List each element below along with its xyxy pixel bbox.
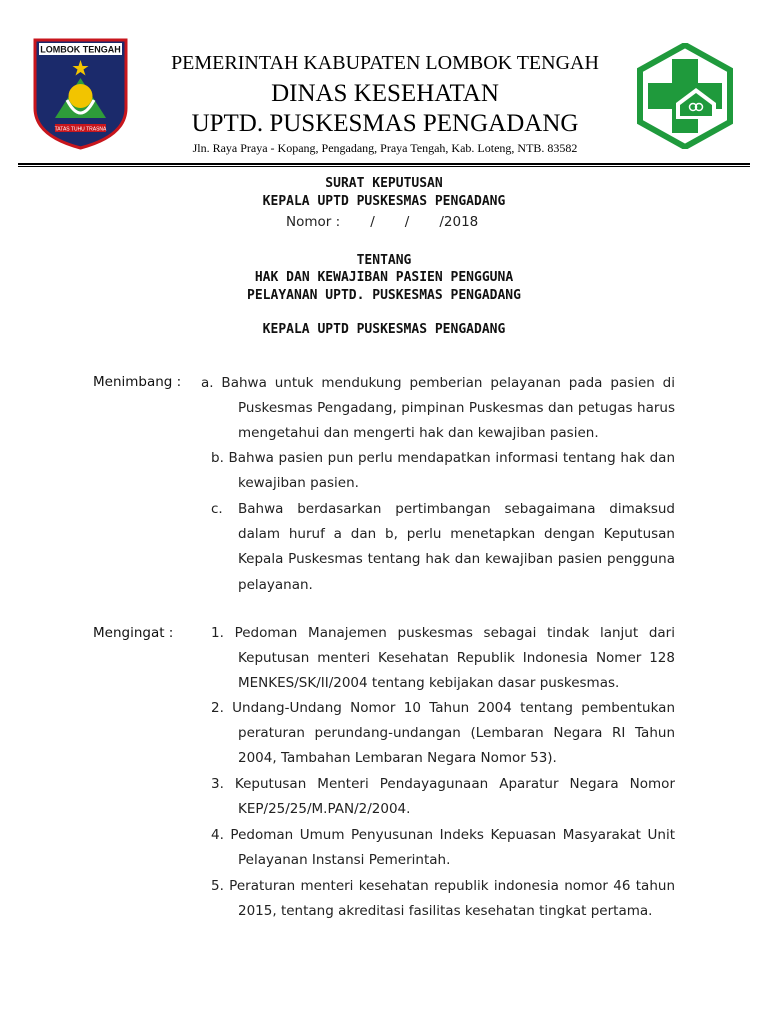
mengingat-line: MENKES/SK/II/2004 tentang kebijakan dasar puskesmas. xyxy=(238,675,620,691)
decree-number: Nomor : / / /2018 xyxy=(286,214,479,230)
header-divider-thin xyxy=(18,166,750,167)
mengingat-line: 3. Keputusan Menteri Pendayagunaan Aparatur Negara Nomor xyxy=(211,776,675,792)
menimbang-line: mengetahui dan mengerti hak dan kewajiban pasien. xyxy=(238,425,599,441)
mengingat-line: Keputusan menteri Kesehatan Republik Indonesia Nomer 128 xyxy=(238,650,675,666)
mengingat-line: 4. Pedoman Umum Penyusunan Indeks Kepuasan Masyarakat Unit xyxy=(211,827,675,843)
department-name: DINAS KESEHATAN xyxy=(271,80,499,107)
menimbang-line: b. Bahwa pasien pun perlu mendapatkan informasi tentang hak dan xyxy=(211,450,675,466)
lombok-tengah-emblem xyxy=(33,38,128,150)
menimbang-label: Menimbang : xyxy=(93,374,182,390)
mengingat-line: Pelayanan Instansi Pemerintah. xyxy=(238,852,451,868)
address: Jln. Raya Praya - Kopang, Pengadang, Praya Tengah, Kab. Loteng, NTB. 83582 xyxy=(192,141,578,155)
menimbang-line: kewajiban pasien. xyxy=(238,475,359,491)
menimbang-line: a. Bahwa untuk mendukung pemberian pelayanan pada pasien di xyxy=(201,375,675,391)
emblem-motto: TATAS TUHU TRASNA xyxy=(54,126,107,133)
menimbang-marker: c. xyxy=(211,501,223,517)
mengingat-line: 5. Peraturan menteri kesehatan republik indonesia nomor 46 tahun xyxy=(211,878,675,894)
emblem-caption: LOMBOK TENGAH xyxy=(40,44,121,55)
mengingat-line: 1. Pedoman Manajemen puskesmas sebagai tindak lanjut dari xyxy=(211,625,675,641)
menimbang-line: Puskesmas Pengadang, pimpinan Puskesmas dan petugas harus xyxy=(238,400,675,416)
tentang-heading: TENTANG xyxy=(356,253,412,268)
mengingat-label: Mengingat : xyxy=(93,625,174,641)
decree-issuer-title: KEPALA UPTD PUSKESMAS PENGADANG xyxy=(262,194,506,209)
menimbang-line: pelayanan. xyxy=(238,577,313,593)
government-name: PEMERINTAH KABUPATEN LOMBOK TENGAH xyxy=(171,52,599,74)
puskesmas-name: UPTD. PUSKESMAS PENGADANG xyxy=(191,110,579,137)
subject-line-2: PELAYANAN UPTD. PUSKESMAS PENGADANG xyxy=(247,288,521,303)
menimbang-line: Kepala Puskesmas tentang hak dan kewajiban pasien pengguna xyxy=(238,551,675,567)
menimbang-line: Bahwa berdasarkan pertimbangan sebagaimana dimaksud xyxy=(238,501,675,517)
puskesmas-logo xyxy=(636,43,734,149)
mengingat-line: KEP/25/25/M.PAN/2/2004. xyxy=(238,801,411,817)
header-divider xyxy=(18,163,750,165)
mengingat-line: 2015, tentang akreditasi fasilitas kesehatan tingkat pertama. xyxy=(238,903,653,919)
mengingat-line: peraturan perundang-undangan (Lembaran Negara RI Tahun xyxy=(238,725,675,741)
subject-line-1: HAK DAN KEWAJIBAN PASIEN PENGGUNA xyxy=(254,270,514,285)
menimbang-line: dalam huruf a dan b, perlu menetapkan dengan Keputusan xyxy=(238,526,675,542)
mengingat-line: 2. Undang-Undang Nomor 10 Tahun 2004 tentang pembentukan xyxy=(211,700,675,716)
mengingat-line: 2004, Tambahan Lembaran Negara Nomor 53). xyxy=(238,750,557,766)
issuer-heading: KEPALA UPTD PUSKESMAS PENGADANG xyxy=(262,322,506,337)
decree-title: SURAT KEPUTUSAN xyxy=(325,176,443,191)
